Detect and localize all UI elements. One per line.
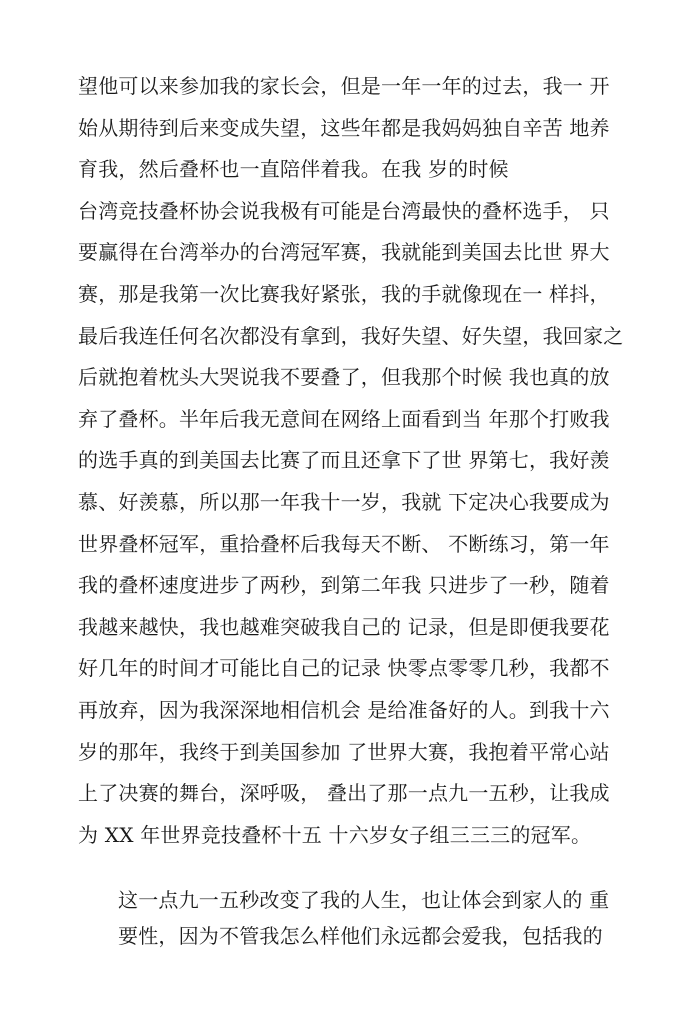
text-line: 育我，然后叠杯也一直陪伴着我。在我 岁的时候 xyxy=(78,157,509,182)
text-line: 我的叠杯速度进步了两秒，到第二年我 只进步了一秒，随着 xyxy=(78,573,610,598)
text-line: 这一点九一五秒改变了我的人生，也让体会到家人的 重 xyxy=(118,888,610,912)
text-line: 望他可以来参加我的家长会，但是一年一年的过去，我一 开 xyxy=(78,74,610,98)
text-line: 台湾竞技叠杯协会说我极有可能是台湾最快的叠杯选手， 只 xyxy=(78,198,610,223)
text-line: 赛，那是我第一次比赛我好紧张，我的手就像现在一 样抖， xyxy=(78,281,610,306)
text-line: 要性，因为不管我怎么样他们永远都会爱我，包括我的 xyxy=(118,924,603,948)
text-line: 我越来越快，我也越难突破我自己的 记录，但是即便我要花 xyxy=(78,614,610,639)
paragraph-2 xyxy=(118,882,638,954)
text-line: 弃了叠杯。半年后我无意间在网络上面看到当 年那个打败我 xyxy=(78,406,610,431)
text-line: 好几年的时间才可能比自己的记录 快零点零零几秒，我都不 xyxy=(78,656,610,681)
text-line: 后就抱着枕头大哭说我不要叠了，但我那个时候 我也真的放 xyxy=(78,365,610,390)
text-line: 上了决赛的舞台，深呼吸， 叠出了那一点九一五秒，让我成 xyxy=(78,781,610,806)
text-line: 最后我连任何名次都没有拿到，我好失望、好失望，我回家之 xyxy=(78,323,624,348)
text-line: 岁的那年，我终于到美国参加 了世界大赛，我抱着平常心站 xyxy=(78,739,610,764)
text-line: 世界叠杯冠军，重拾叠杯后我每天不断、 不断练习，第一年 xyxy=(78,531,610,556)
paragraph-1 xyxy=(78,66,638,856)
text-line: 为 XX 年世界竞技叠杯十五 十六岁女子组三三三的冠军。 xyxy=(78,822,592,847)
text-line: 再放弃，因为我深深地相信机会 是给准备好的人。到我十六 xyxy=(78,697,610,722)
text-line: 的选手真的到美国去比赛了而且还拿下了世 界第七，我好羡 xyxy=(78,448,610,473)
text-line: 始从期待到后来变成失望，这些年都是我妈妈独自辛苦 地养 xyxy=(78,115,610,140)
text-line: 慕、好羡慕，所以那一年我十一岁，我就 下定决心我要成为 xyxy=(78,489,610,514)
text-line: 要赢得在台湾举办的台湾冠军赛，我就能到美国去比世 界大 xyxy=(78,240,610,265)
